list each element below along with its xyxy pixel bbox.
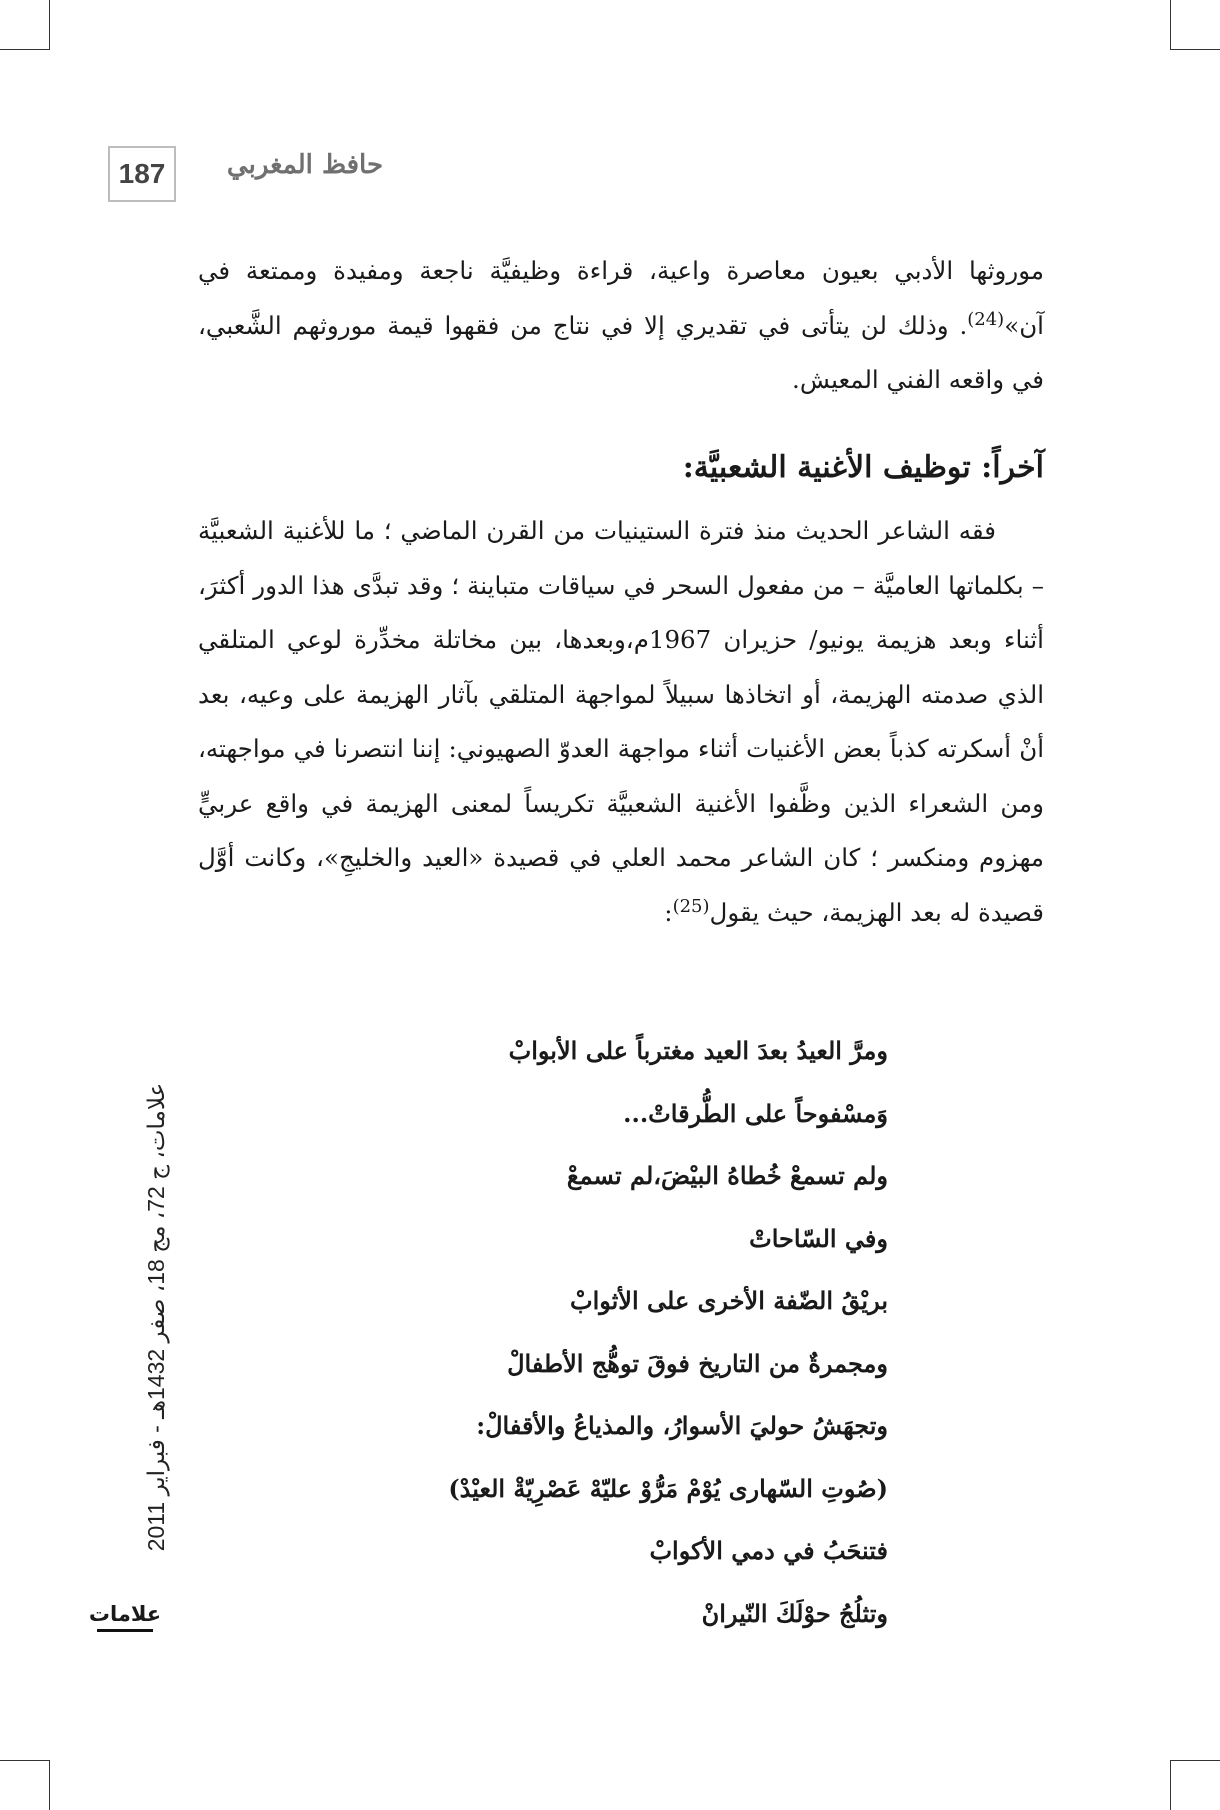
poem-line: وتثلُجُ حوْلَكَ النّيرانْ [701, 1598, 888, 1628]
poem-line: ولم تسمعْ خُطاهُ البيْضَ،لم تسمعْ [566, 1161, 888, 1190]
poem-line: وَمسْفوحاً على الطُّرقاتْ... [623, 1098, 888, 1128]
paragraph-text: : [664, 897, 673, 927]
paragraph-text: فقه الشاعر الحديث منذ فترة الستينيات من القرن الماضي ؛ ما للأغنية الشعبيَّة – بكلماتها العاميَّة – من مفعول السحر في سياقات متباينة ؛ وقد تبدَّى هذا الدور أكثرَ، أثناء وبعد هزيمة يونيو/ حزيران 1967م،وبعدها، بين مخاتلة مخدِّرة لوعي المتلقي الذي صدمته الهزيمة، أو اتخاذها سبيلاً لمواجهة المتلقي بآثار الهزيمة على وعيه، بعد أنْ أسكرته كذباً بعض الأغنيات أثناء مواجهة العدوّ الصهيوني: إننا انتصرنا في مواجهته، ومن الشعراء الذين وظَّفوا الأغنية الشعبيَّة تكريساً لمعنى الهزيمة في واقع عربيٍّ مهزوم ومنكسر ؛ كان الشاعر محمد العلي في قصيدة «العيد والخليجِ»، وكانت أوَّل قصيدة له بعد الهزيمة، حيث يقول [198, 516, 1044, 927]
running-head-author: حافظ المغربي [226, 150, 384, 180]
poem-block [380, 1020, 888, 1645]
crop-mark [0, 49, 50, 50]
poem-line: وتجهَشُ حوليَ الأسوارُ، والمذياعُ والأقفالْ: [476, 1411, 888, 1440]
crop-mark [1170, 1760, 1171, 1810]
poem-line: بريْقُ الضّفة الأخرى على الأثوابْ [569, 1286, 888, 1315]
journal-citation: علامات، ج 72، مج 18، صفر 1432هـ - فبراير 2011 [143, 1082, 169, 1552]
crop-mark [49, 0, 50, 50]
crop-mark [1170, 1760, 1220, 1761]
crop-mark [1170, 0, 1171, 50]
section-heading: آخراً: توظيف الأغنية الشعبيَّة: [682, 450, 1044, 485]
paragraph-body [198, 504, 1044, 940]
footnote-ref[interactable]: (25) [672, 895, 710, 917]
paragraph-continued [198, 244, 1044, 408]
crop-mark [49, 1760, 50, 1810]
poem-line: فتنحَبُ في دمي الأكوابْ [649, 1536, 888, 1565]
crop-mark [0, 1760, 50, 1761]
logo-underline [97, 1629, 153, 1632]
crop-mark [1170, 49, 1220, 50]
poem-line: ومجمرةٌ من التاريخ فوقَ توهُّج الأطفالْ [507, 1348, 888, 1378]
poem-line: ومرَّ العيدُ بعدَ العيد مغترباً على الأبوابْ [508, 1036, 888, 1065]
logo-text: علامات [88, 1601, 162, 1626]
paragraph-text: . وذلك لن يتأتى في تقديري إلا في نتاج من فقهوا قيمة موروثهم الشَّعبي، في واقعه الفني المعيش. [198, 310, 1044, 394]
page-number: 187 [108, 146, 176, 202]
poem-line: وفي السّاحاتْ [749, 1223, 888, 1253]
journal-logo [88, 1590, 162, 1640]
paragraph-text: موروثها الأدبي بعيون معاصرة واعية، قراءة وظيفيَّة ناجعة ومفيدة وممتعة في آن» [198, 256, 1044, 340]
footnote-ref[interactable]: (24) [967, 308, 1005, 330]
poem-line: (صُوتِ السّهارى يُوْمْ مَرُّوْ عليّهْ عَصْرِيّةْ العيْدْ) [448, 1473, 888, 1503]
